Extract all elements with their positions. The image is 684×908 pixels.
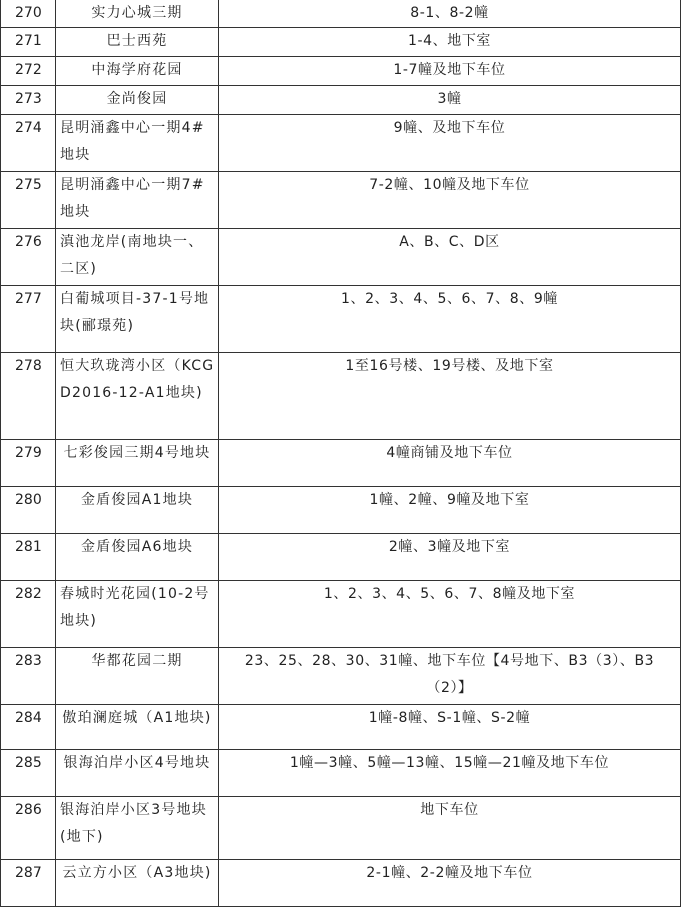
row-number: 284	[1, 705, 56, 750]
building-range: 1幢-8幢、S-1幢、S-2幢	[219, 705, 681, 750]
project-name: 春城时光花园(10-2号地块)	[56, 581, 219, 648]
project-name: 滇池龙岸(南地块一、二区)	[56, 229, 219, 286]
building-range: 1至16号楼、19号楼、及地下室	[219, 353, 681, 440]
table-row	[1, 487, 681, 534]
project-name: 银海泊岸小区4号地块	[56, 750, 219, 797]
building-range: 9幢、及地下车位	[219, 115, 681, 172]
building-range: 地下车位	[219, 797, 681, 860]
row-number: 286	[1, 797, 56, 860]
table-row	[1, 860, 681, 907]
building-range: 1幢—3幢、5幢—13幢、15幢—21幢及地下车位	[219, 750, 681, 797]
table-row	[1, 28, 681, 57]
project-name: 银海泊岸小区3号地块(地下)	[56, 797, 219, 860]
row-number: 270	[1, 0, 56, 28]
project-name: 金盾俊园A6地块	[56, 534, 219, 581]
table-row	[1, 86, 681, 115]
table-row	[1, 705, 681, 750]
row-number: 279	[1, 440, 56, 487]
table-row	[1, 534, 681, 581]
row-number: 287	[1, 860, 56, 907]
row-number: 274	[1, 115, 56, 172]
project-name: 华都花园二期	[56, 648, 219, 705]
row-number: 271	[1, 28, 56, 57]
row-number: 272	[1, 57, 56, 86]
building-range: 8-1、8-2幢	[219, 0, 681, 28]
row-number: 275	[1, 172, 56, 229]
project-name: 傲珀澜庭城（A1地块)	[56, 705, 219, 750]
building-range: 1-7幢及地下车位	[219, 57, 681, 86]
table-row	[1, 286, 681, 353]
row-number: 278	[1, 353, 56, 440]
project-name: 恒大玖珑湾小区（KCGD2016-12-A1地块)	[56, 353, 219, 440]
table-row	[1, 57, 681, 86]
row-number: 283	[1, 648, 56, 705]
building-range: 7-2幢、10幢及地下车位	[219, 172, 681, 229]
table-row	[1, 581, 681, 648]
project-name: 昆明涌鑫中心一期4#地块	[56, 115, 219, 172]
building-range: 3幢	[219, 86, 681, 115]
row-number: 281	[1, 534, 56, 581]
project-name: 金盾俊园A1地块	[56, 487, 219, 534]
table-row	[1, 750, 681, 797]
row-number: 282	[1, 581, 56, 648]
row-number: 273	[1, 86, 56, 115]
row-number: 280	[1, 487, 56, 534]
project-name: 云立方小区（A3地块)	[56, 860, 219, 907]
building-range: 4幢商铺及地下车位	[219, 440, 681, 487]
building-range: 2-1幢、2-2幢及地下车位	[219, 860, 681, 907]
building-range: A、B、C、D区	[219, 229, 681, 286]
project-name: 七彩俊园三期4号地块	[56, 440, 219, 487]
building-range: 1、2、3、4、5、6、7、8、9幢	[219, 286, 681, 353]
project-name: 巴士西苑	[56, 28, 219, 57]
project-name: 昆明涌鑫中心一期7#地块	[56, 172, 219, 229]
row-number: 276	[1, 229, 56, 286]
table-row	[1, 353, 681, 440]
table-row	[1, 115, 681, 172]
table-row	[1, 172, 681, 229]
row-number: 277	[1, 286, 56, 353]
table-row	[1, 648, 681, 705]
table-row	[1, 0, 681, 28]
project-name: 中海学府花园	[56, 57, 219, 86]
building-range: 23、25、28、30、31幢、地下车位【4号地下、B3（3）、B3（2）】	[219, 648, 681, 705]
row-number: 285	[1, 750, 56, 797]
building-range: 2幢、3幢及地下室	[219, 534, 681, 581]
building-range: 1、2、3、4、5、6、7、8幢及地下室	[219, 581, 681, 648]
building-range: 1-4、地下室	[219, 28, 681, 57]
building-range: 1幢、2幢、9幢及地下室	[219, 487, 681, 534]
table-row	[1, 229, 681, 286]
project-name: 实力心城三期	[56, 0, 219, 28]
project-name: 白葡城项目-37-1号地块(郦璟苑)	[56, 286, 219, 353]
table-row	[1, 440, 681, 487]
project-name: 金尚俊园	[56, 86, 219, 115]
table-row	[1, 797, 681, 860]
